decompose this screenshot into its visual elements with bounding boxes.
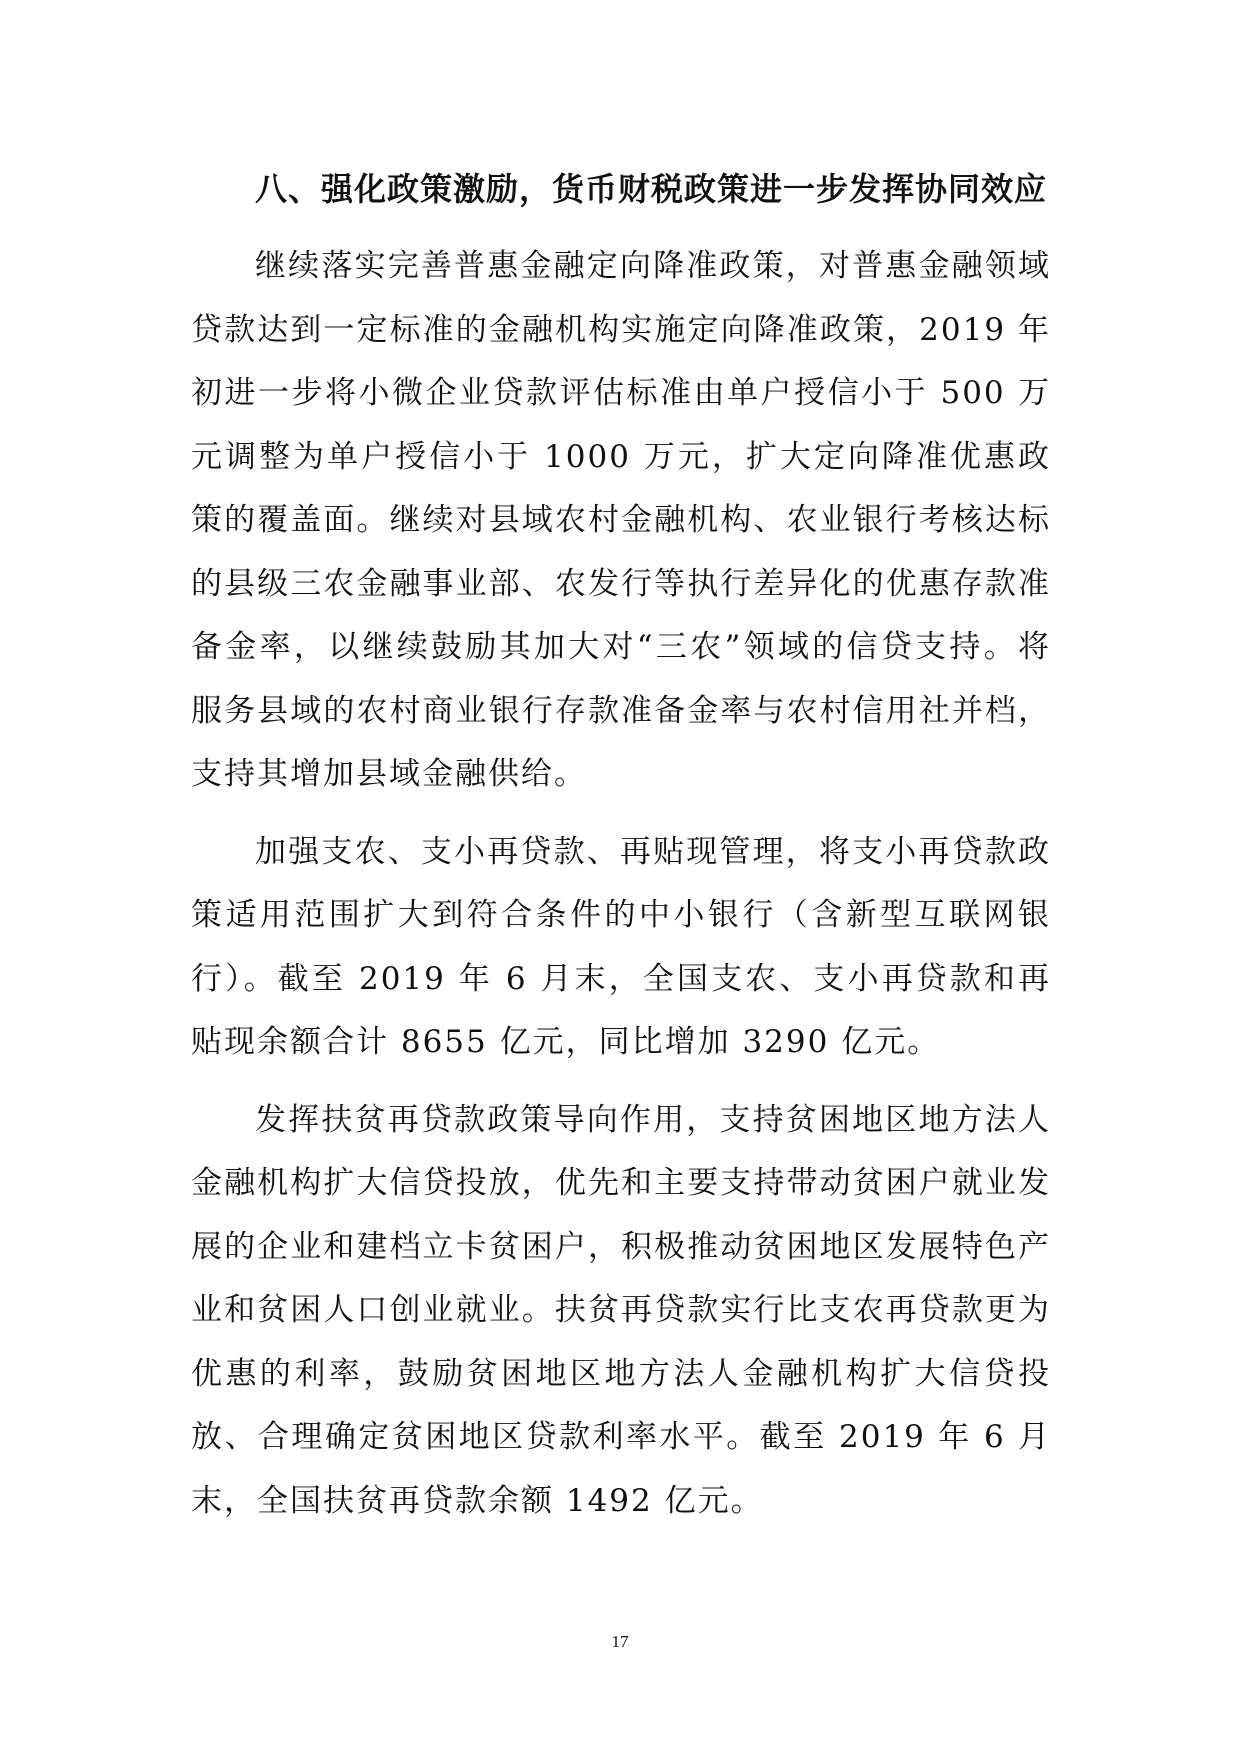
- paragraph-reserve-ratio-policy: 继续落实完善普惠金融定向降准政策，对普惠金融领域贷款达到一定标准的金融机构实施定向降准政策，2019 年初进一步将小微企业贷款评估标准由单户授信小于 500 万元调整为单户授信小于 1000 万元，扩大定向降准优惠政策的覆盖面。继续对县域农村金融机构、农业银行考核达标的县级三农金融事业部、农发行等执行差异化的优惠存款准备金率，以继续鼓励其加大对“三农”领域的信贷支持。将服务县域的农村商业银行存款准备金率与农村信用社并档，支持其增加县域金融供给。: [191, 248, 1051, 792]
- section-heading: 八、强化政策激励，货币财税政策进一步发挥协同效应: [255, 170, 1048, 208]
- page-number: 17: [611, 1632, 629, 1651]
- paragraph-relending-rediscount: 加强支农、支小再贷款、再贴现管理，将支小再贷款政策适用范围扩大到符合条件的中小银行（含新型互联网银行）。截至 2019 年 6 月末，全国支农、支小再贷款和再贴现余额合计 8655 亿元，同比增加 3290 亿元。: [191, 833, 1051, 1060]
- paragraph-poverty-relending: 发挥扶贫再贷款政策导向作用，支持贫困地区地方法人金融机构扩大信贷投放，优先和主要支持带动贫困户就业发展的企业和建档立卡贫困户，积极推动贫困地区发展特色产业和贫困人口创业就业。扶贫再贷款实行比支农再贷款更为优惠的利率，鼓励贫困地区地方法人金融机构扩大信贷投放、合理确定贫困地区贷款利率水平。截至 2019 年 6 月末，全国扶贫再贷款余额 1492 亿元。: [191, 1101, 1051, 1519]
- page-body: [191, 158, 1051, 1547]
